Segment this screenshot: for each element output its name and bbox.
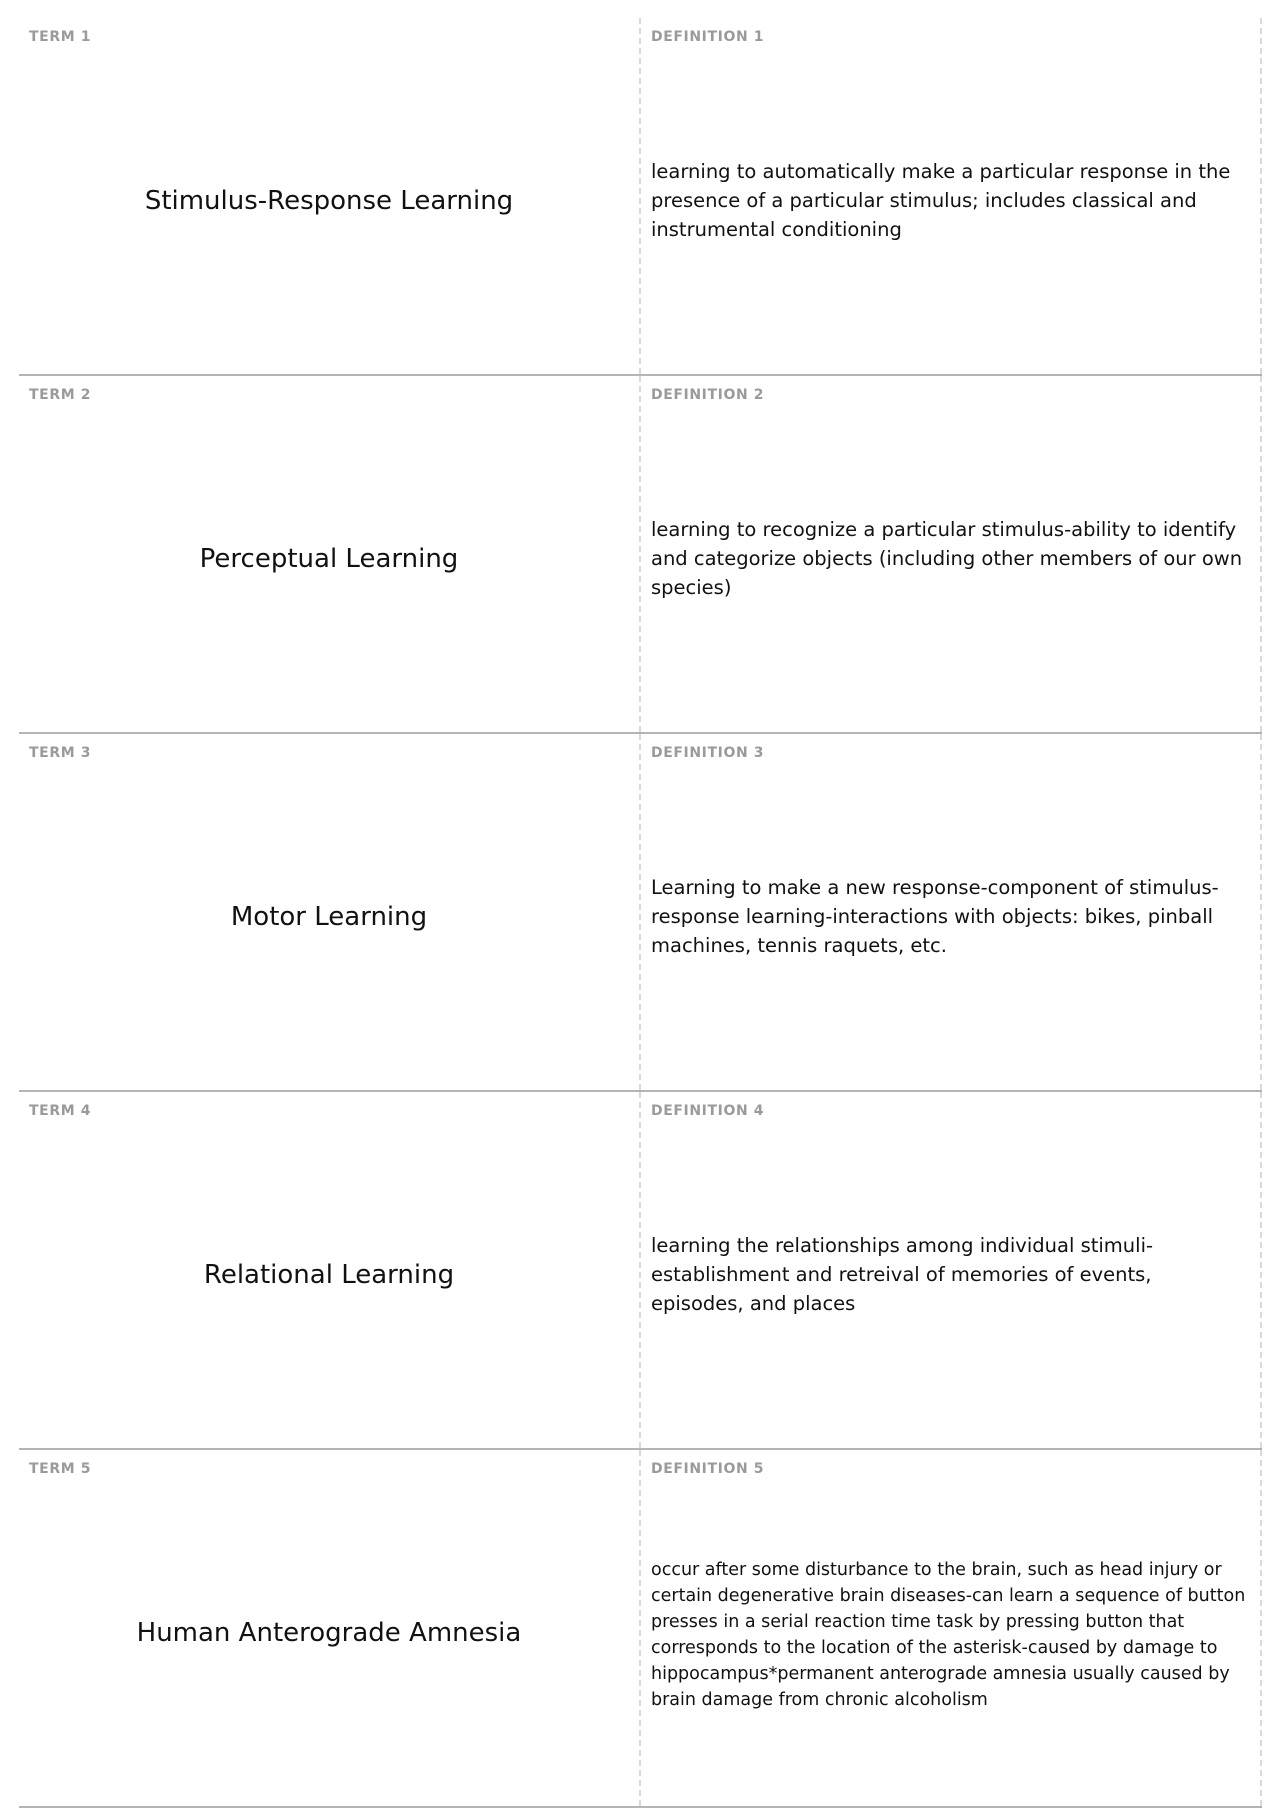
flashcard-sheet [19,18,1262,1808]
term-cell [19,18,641,374]
term-cell [19,1092,641,1448]
definition-tag: DEFINITION 3 [651,745,765,761]
term-cell [19,376,641,732]
definition-text: learning to automatically make a particular response in the presence of a particular stimulus; includes classical and instrumental conditioning [651,160,1231,241]
definition-cell [641,1092,1262,1448]
definition-text: learning to recognize a particular stimulus-ability to identify and categorize objects (including other members of our own species) [651,518,1243,599]
term-cell [19,1450,641,1806]
flashcard-row [19,18,1262,376]
term-text: Motor Learning [230,902,428,932]
term-text: Perceptual Learning [199,544,459,574]
definition-cell [641,376,1262,732]
term-tag: TERM 4 [29,1103,92,1119]
flashcard-row [19,1450,1262,1808]
term-text: Human Anterograde Amnesia [136,1618,522,1648]
term-tag: TERM 3 [29,745,92,761]
definition-tag: DEFINITION 1 [651,29,765,45]
term-cell [19,734,641,1090]
flashcard-row [19,376,1262,734]
definition-tag: DEFINITION 4 [651,1103,765,1119]
definition-tag: DEFINITION 2 [651,387,765,403]
definition-text: learning the relationships among individual stimuli-establishment and retreival of memories of events, episodes, and places [651,1234,1154,1315]
definition-cell [641,18,1262,374]
term-tag: TERM 5 [29,1461,92,1477]
definition-text: occur after some disturbance to the brain, such as head injury or certain degenerative brain diseases-can learn a sequence of button presses in a serial reaction time task by pressing button that corresponds to the location of the asterisk-caused by damage to hippocampus*permanent anterograde amnesia usually caused by brain damage from chronic alcoholism [651,1560,1246,1710]
term-tag: TERM 1 [29,29,92,45]
term-text: Stimulus-Response Learning [144,186,514,216]
definition-text: Learning to make a new response-component of stimulus-response learning-interactions with objects: bikes, pinball machines, tennis raquets, etc. [651,876,1219,957]
definition-tag: DEFINITION 5 [651,1461,765,1477]
flashcard-row [19,1092,1262,1450]
definition-cell [641,1450,1262,1806]
term-text: Relational Learning [203,1260,455,1290]
definition-cell [641,734,1262,1090]
flashcard-row [19,734,1262,1092]
term-tag: TERM 2 [29,387,92,403]
